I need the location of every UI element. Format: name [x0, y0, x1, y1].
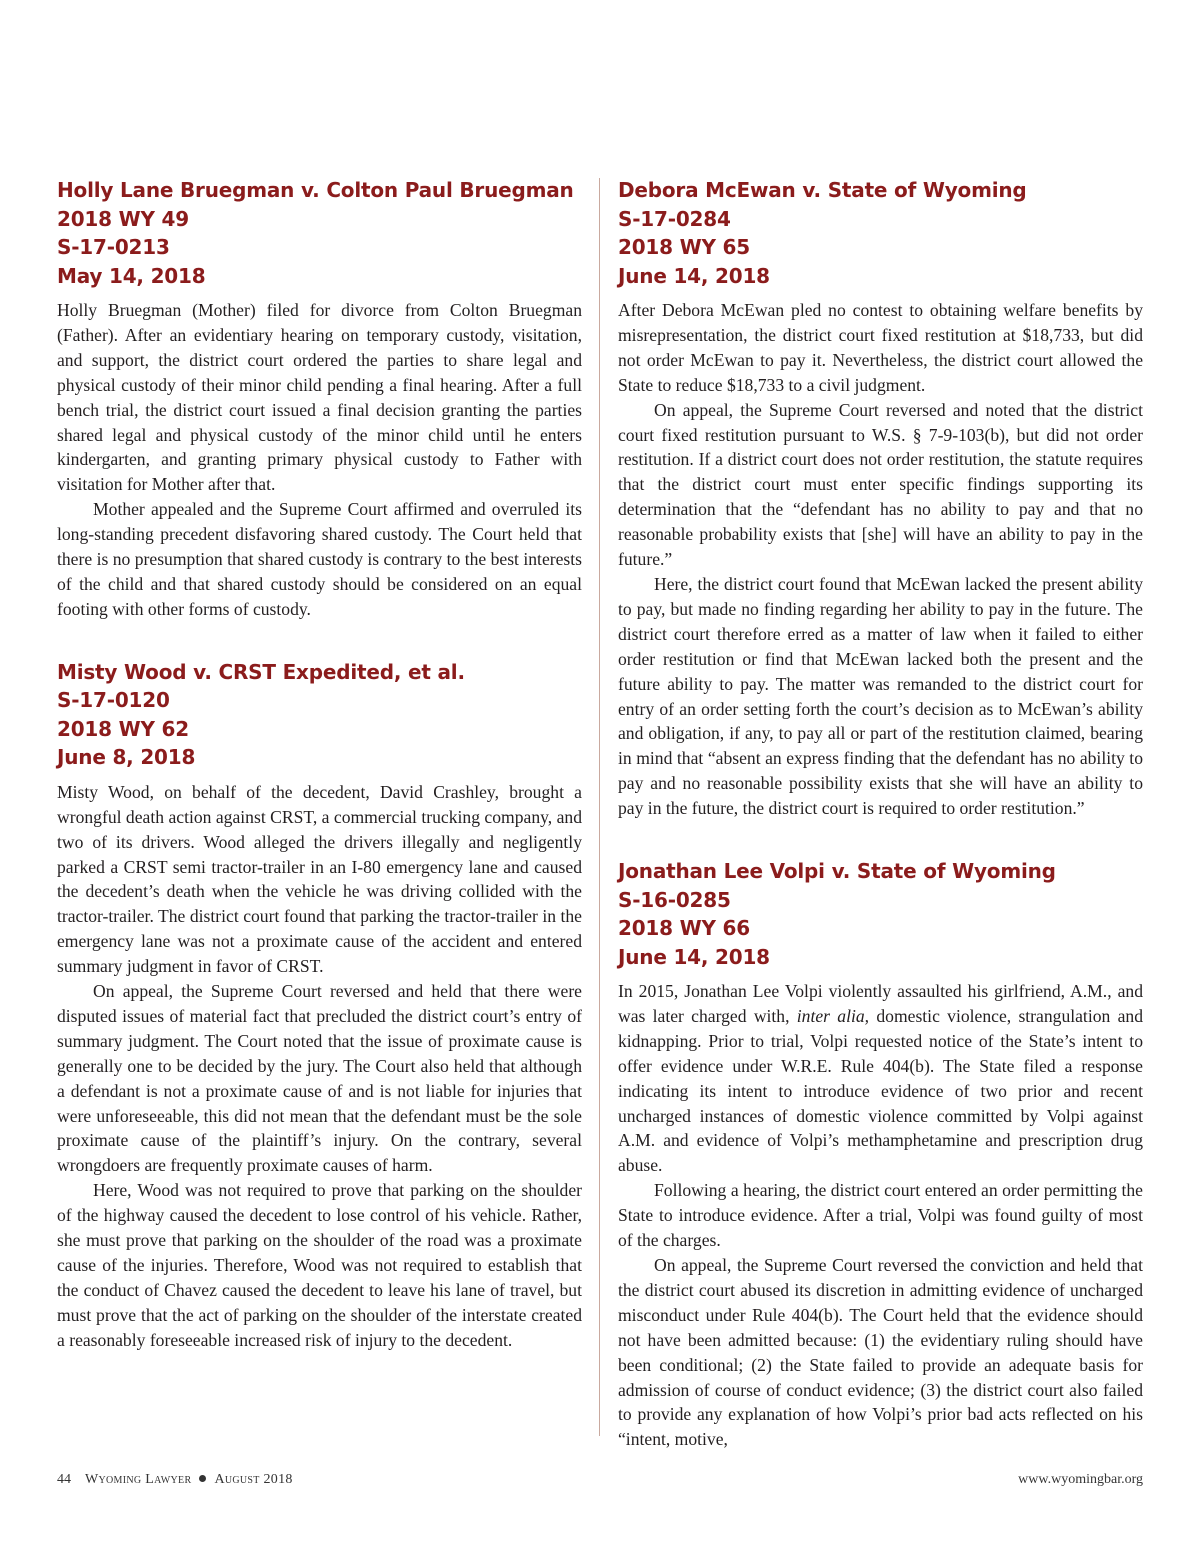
- case-paragraph: [618, 979, 1143, 1178]
- case-paragraph: On appeal, the Supreme Court reversed and held that there were disputed issues of material fact that precluded the district court’s entry of summary judgment. The Court noted that the issue of proximate cause is generally one to be decided by the jury. The Court also held that although a defendant is not a proximate cause of and is not liable for injuries that were unforeseeable, this did not mean that the defendant must be the sole proximate cause of the plaintiff’s injury. On the contrary, several wrongdoers are frequently proximate causes of harm.: [57, 981, 582, 1176]
- case-paragraph: Following a hearing, the district court entered an order permitting the State to introduce evidence. After a trial, Volpi was found guilty of most of the charges.: [618, 1180, 1143, 1251]
- case-docket: S-16-0285: [618, 887, 731, 912]
- text-segment: In 2015, Jonathan Lee Volpi violently assaulted his girlfriend, A.M., and was later charged with,: [618, 981, 1143, 1026]
- case-citation: 2018 WY 62: [57, 716, 189, 741]
- case-title: Debora McEwan v. State of Wyoming: [618, 178, 1027, 202]
- case-date: May 14, 2018: [57, 263, 206, 288]
- case-paragraph: On appeal, the Supreme Court reversed and noted that the district court fixed restitution pursuant to W.S. § 7-9-103(b), but did not order restitution. If a district court does not order restitution, the statute requires that the district court must enter specific findings supporting its determination that the “defendant has no ability to pay and that no reasonable probability exists that [she] will have an ability to pay in the future.”: [618, 399, 1143, 570]
- case-volpi: [618, 857, 1143, 1452]
- website-link[interactable]: www.wyomingbar.org: [1018, 1472, 1143, 1487]
- case-paragraph: On appeal, the Supreme Court reversed the conviction and held that the district court abused its discretion in admitting evidence of uncharged misconduct under Rule 404(b). The Court held that the evidence should not have been admitted because: (1) the evidentiary ruling should have been conditional; (2) the State failed to provide an adequate basis for admission of course of conduct evidence; (3) the district court also failed to provide any explanation of how Volpi’s prior bad acts reflected on his “intent, motive,: [618, 1255, 1143, 1450]
- case-bruegman: [57, 176, 582, 622]
- case-heading: [57, 658, 582, 772]
- case-docket: S-17-0120: [57, 688, 170, 713]
- right-column: [618, 176, 1143, 1452]
- case-heading: [57, 176, 582, 290]
- publication-name: Wyoming Lawyer: [85, 1472, 192, 1487]
- case-paragraph: Holly Bruegman (Mother) filed for divorce from Colton Bruegman (Father). After an evidentiary hearing on temporary custody, visitation, and support, the district court ordered the parties to share legal and physical custody of their minor child pending a final hearing. After a full bench trial, the district court issued a final decision granting the parties shared legal and physical custody of the minor child until he enters kindergarten, and granting primary physical custody to Father with visitation for Mother after that.: [57, 300, 582, 495]
- case-heading: [618, 176, 1143, 290]
- page-number: 44: [57, 1472, 71, 1487]
- case-citation: 2018 WY 49: [57, 206, 189, 231]
- case-date: June 14, 2018: [618, 263, 770, 288]
- case-wood: [57, 658, 582, 1353]
- latin-term: inter alia,: [796, 1005, 870, 1026]
- text-segment: domestic violence, strangulation and kidnapping. Prior to trial, Volpi requested notice of the State’s intent to offer evidence under W.R.E. Rule 404(b). The State filed a response indicating its intent to introduce evidence of two prior and recent uncharged instances of domestic violence committed by Volpi against A.M. and evidence of Volpi’s methamphetamine and prescription drug abuse.: [618, 1005, 1143, 1176]
- case-title: Jonathan Lee Volpi v. State of Wyoming: [618, 859, 1056, 884]
- case-docket: S-17-0213: [57, 235, 170, 259]
- case-title: Holly Lane Bruegman v. Colton Paul Bruegman: [57, 178, 574, 202]
- case-paragraph: Mother appealed and the Supreme Court affirmed and overruled its long-standing precedent disfavoring shared custody. The Court held that there is no presumption that shared custody is contrary to the best interests of the child and that shared custody should be considered on an equal footing with other forms of custody.: [57, 499, 582, 619]
- case-paragraph: Here, the district court found that McEwan lacked the present ability to pay, but made no finding regarding her ability to pay in the future. The district court therefore erred as a matter of law when it failed to either order restitution or find that McEwan lacked both the present and the future ability to pay. The matter was remanded to the district court for entry of an order setting forth the court’s decision as to McEwan’s ability and obligation, if any, to pay all or part of the restitution claimed, bearing in mind that “absent an express finding that the defendant has no ability to pay and no reasonable possibility exists that she will have an ability to pay in the future, the district court is required to order restitution.”: [618, 573, 1143, 819]
- left-column: [57, 176, 582, 1353]
- case-mcewan: [618, 176, 1143, 821]
- footer-left: [57, 1472, 293, 1488]
- bullet-icon: [199, 1475, 206, 1482]
- case-title: Misty Wood v. CRST Expedited, et al.: [57, 659, 465, 684]
- case-date: June 14, 2018: [618, 944, 770, 969]
- column-divider: [599, 178, 600, 1436]
- case-citation: 2018 WY 66: [618, 916, 750, 941]
- case-paragraph: Misty Wood, on behalf of the decedent, David Crashley, brought a wrongful death action against CRST, a commercial trucking company, and two of its drivers. Wood alleged the drivers illegally and negligently parked a CRST semi tractor-trailer in an I-80 emergency lane and caused the decedent’s death when the vehicle he was driving collided with the tractor-trailer. The district court found that parking the tractor-trailer in the emergency lane was not a proximate cause of the accident and entered summary judgment in favor of CRST.: [57, 781, 582, 977]
- case-heading: [618, 857, 1143, 971]
- issue-date: August 2018: [214, 1472, 293, 1487]
- case-citation: 2018 WY 65: [618, 235, 750, 259]
- case-paragraph: After Debora McEwan pled no contest to obtaining welfare benefits by misrepresentation, the district court fixed restitution at $18,733, but did not order McEwan to pay it. Nevertheless, the district court allowed the State to reduce $18,733 to a civil judgment.: [618, 300, 1143, 395]
- case-docket: S-17-0284: [618, 206, 731, 231]
- case-paragraph: Here, Wood was not required to prove that parking on the shoulder of the highway caused the decedent to lose control of his vehicle. Rather, she must prove that parking on the shoulder of the road was a proximate cause of the injuries. Therefore, Wood was not required to establish that the conduct of Chavez caused the decedent to leave his lane of travel, but must prove that the act of parking on the shoulder of the interstate created a reasonably foreseeable increased risk of injury to the decedent.: [57, 1180, 582, 1350]
- case-date: June 8, 2018: [57, 745, 196, 770]
